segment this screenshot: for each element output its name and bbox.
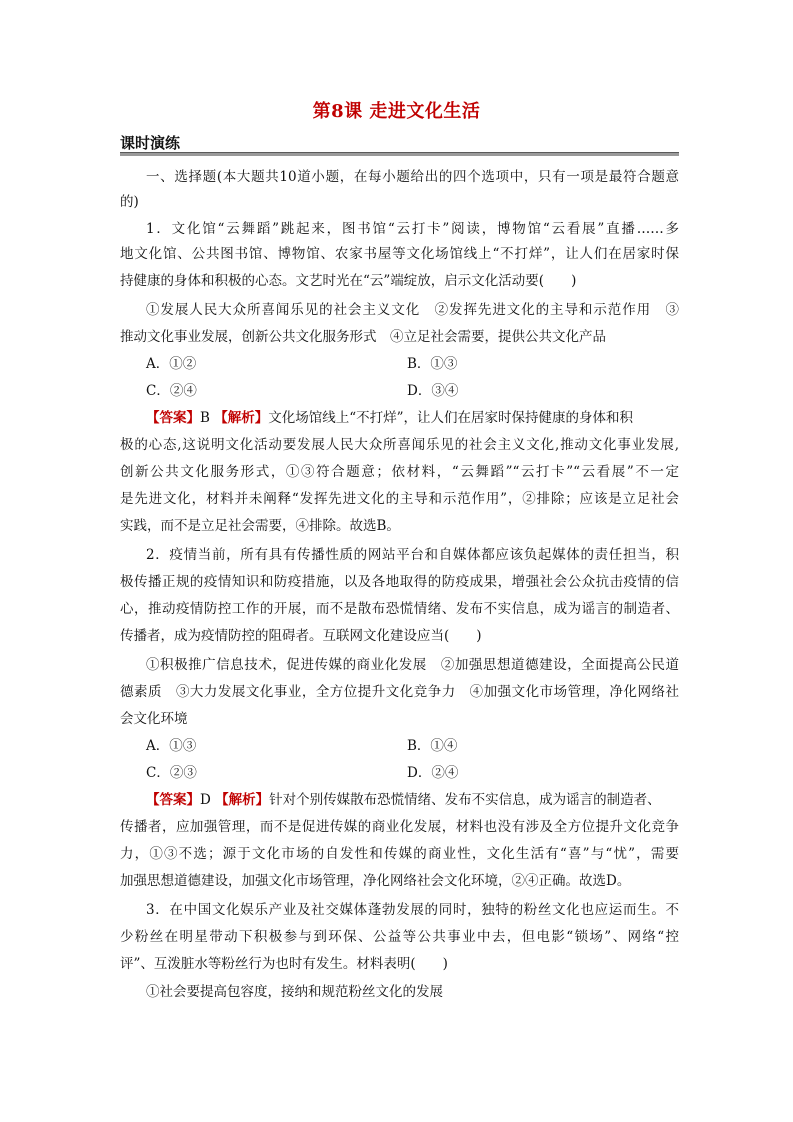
analysis-tag: 【解析】 bbox=[215, 792, 270, 808]
q3-stem-line: 评”、互泼脏水等粉丝行为也时有发生。材料表明( ) bbox=[120, 956, 448, 972]
answer-value: B bbox=[200, 410, 210, 426]
answer-tag: 【答案】 bbox=[146, 410, 200, 426]
q2-stem-line: 极传播正规的疫情知识和防疫措施，以及各地取得的防疫成果，增强社会公众抗击疫情的信 bbox=[120, 574, 679, 590]
q3-statement-line: ①社会要提高包容度，接纳和规范粉丝文化的发展 bbox=[146, 984, 443, 1000]
q1-statement-line: 推动文化事业发展，创新公共文化服务形式 ④立足社会需要，提供公共文化产品 bbox=[120, 329, 606, 345]
q1-option-b: B．①③ bbox=[407, 356, 458, 372]
page-title: 第8课 走进文化生活 bbox=[312, 101, 481, 122]
q1-analysis-line: 极的心态,这说明文化活动要发展人民大众所喜闻乐见的社会主义文化,推动文化事业发展, bbox=[120, 437, 679, 453]
q2-statement-line: 会文化环境 bbox=[120, 711, 188, 727]
section-heading: 课时演练 bbox=[120, 134, 181, 152]
intro-line: 的) bbox=[120, 194, 139, 210]
q2-option-d: D．②④ bbox=[407, 765, 459, 781]
q2-stem-line: 心，推动疫情防控工作的开展，而不是散布恐慌情绪、发布不实信息，成为谣言的制造者、 bbox=[120, 601, 679, 617]
q2-analysis-line: 传播者，应加强管理，而不是促进传媒的商业化发展，材料也没有涉及全方位提升文化竞争 bbox=[120, 819, 679, 835]
analysis-text: 针对个别传媒散布恐慌情绪、发布不实信息，成为谣言的制造者、 bbox=[269, 792, 661, 808]
answer-tag: 【答案】 bbox=[146, 792, 200, 808]
q2-option-a: A．①③ bbox=[146, 738, 197, 754]
q2-option-b: B．①④ bbox=[407, 738, 458, 754]
q2-answer-line bbox=[146, 791, 679, 809]
section-divider bbox=[120, 152, 679, 156]
analysis-tag: 【解析】 bbox=[214, 410, 269, 426]
q1-stem-line: 持健康的身体和积极的心态。文艺时光在“云”端绽放，启示文化活动要( ) bbox=[120, 273, 577, 289]
q2-option-c: C．②③ bbox=[146, 765, 197, 781]
analysis-text: 文化场馆线上“不打烊”，让人们在居家时保持健康的身体和积 bbox=[268, 410, 634, 426]
q2-analysis-line: 力，①③不选；源于文化市场的自发性和传媒的商业性，文化生活有“喜”与“忧”，需要 bbox=[120, 846, 679, 862]
q1-stem-line: 1．文化馆“云舞蹈”跳起来，图书馆“云打卡”阅读，博物馆“云看展”直播……多 bbox=[146, 221, 679, 237]
q1-option-d: D．③④ bbox=[407, 383, 459, 399]
q1-statement-line: ①发展人民大众所喜闻乐见的社会主义文化 ②发挥先进文化的主导和示范作用 ③ bbox=[146, 302, 679, 318]
q2-statement-line: ①积极推广信息技术，促进传媒的商业化发展 ②加强思想道德建设，全面提高公民道 bbox=[146, 657, 679, 673]
q2-statement-line: 德素质 ③大力发展文化事业，全方位提升文化竞争力 ④加强文化市场管理，净化网络社 bbox=[120, 684, 679, 700]
q1-analysis-line: 创新公共文化服务形式，①③符合题意；依材料，“云舞蹈”“云打卡”“云看展”不一定 bbox=[120, 464, 679, 480]
q1-analysis-line: 实践，而不是立足社会需要，④排除。故选B。 bbox=[120, 518, 400, 534]
q1-answer-line bbox=[146, 409, 679, 427]
q3-stem-line: 3．在中国文化娱乐产业及社交媒体蓬勃发展的同时，独特的粉丝文化也应运而生。不 bbox=[146, 902, 679, 918]
intro-line: 一、选择题(本大题共10道小题，在每小题给出的四个选项中，只有一项是最符合题意 bbox=[146, 169, 679, 185]
q1-analysis-line: 是先进文化，材料并未阐释“发挥先进文化的主导和示范作用”，②排除；应该是立足社会 bbox=[120, 491, 679, 507]
q1-option-a: A．①② bbox=[146, 356, 197, 372]
q1-option-c: C．②④ bbox=[146, 383, 197, 399]
q2-stem-line: 传播者，成为疫情防控的阻碍者。互联网文化建设应当( ) bbox=[120, 628, 482, 644]
q2-analysis-line: 加强思想道德建设，加强文化市场管理，净化网络社会文化环境，②④正确。故选D。 bbox=[120, 873, 631, 889]
q2-stem-line: 2．疫情当前，所有具有传播性质的网站平台和自媒体都应该负起媒体的责任担当，积 bbox=[146, 547, 679, 563]
q3-stem-line: 少粉丝在明星带动下积极参与到环保、公益等公共事业中去，但电影“锁场”、网络“控 bbox=[120, 929, 679, 945]
answer-value: D bbox=[200, 792, 211, 808]
q1-stem-line: 地文化馆、公共图书馆、博物馆、农家书屋等文化场馆线上“不打烊”，让人们在居家时保 bbox=[120, 246, 679, 262]
